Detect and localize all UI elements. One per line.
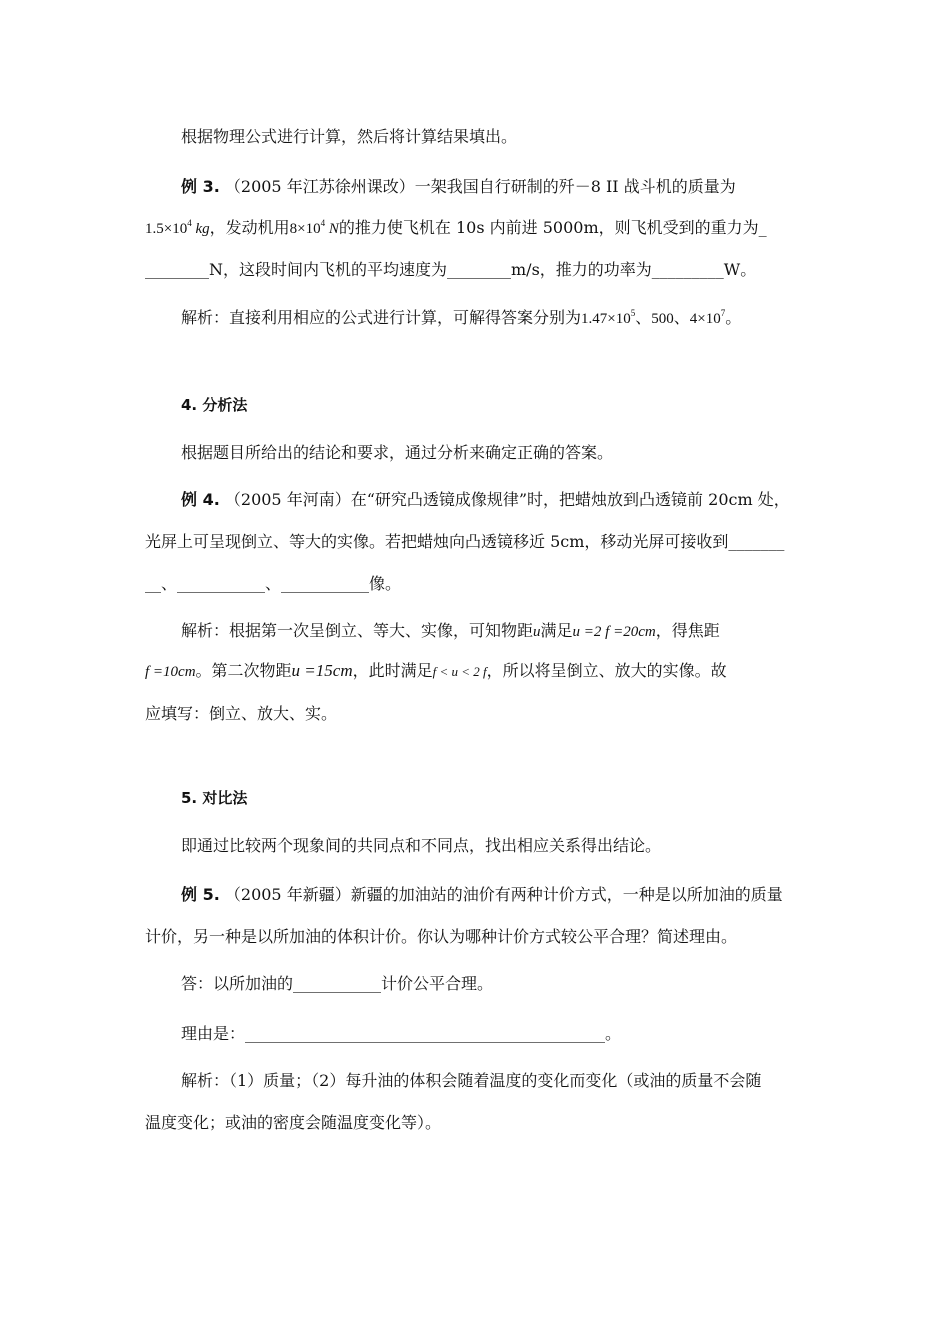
section4-desc: 根据题目所给出的结论和要求，通过分析来确定正确的答案。 — [181, 443, 614, 462]
example3-line1 — [181, 176, 736, 198]
equation-u-15: u =15cm — [291, 661, 353, 680]
example3-answer-2: 500 — [651, 311, 674, 327]
example4-line2: 光屏上可呈现倒立、等大的实像。若把蜡烛向凸透镜移近 5cm，移动光屏可接收到_______ — [145, 532, 785, 551]
equation-f: f =10cm — [145, 664, 196, 680]
example3-label: 例 3. — [181, 177, 220, 196]
example3-line1-text: （2005 年江苏徐州课改）一架我国自行研制的歼－8 II 战斗机的质量为 — [224, 177, 736, 196]
example4-line1: 例 4. （2005 年河南）在“研究凸透镜成像规律”时，把蜡烛放到凸透镜前 20cm 处， — [181, 490, 790, 509]
example4-label: 例 4. — [181, 490, 220, 509]
example4-analysis2: f =10cm。第二次物距u =15cm，此时满足f < u < 2 f，所以将呈倒立、放大的实像。故 — [145, 661, 727, 680]
section5-desc: 即通过比较两个现象间的共同点和不同点，找出相应关系得出结论。 — [181, 836, 662, 855]
example3-line3: ________N，这段时间内飞机的平均速度为________m/s，推力的功率为_________W。 — [145, 260, 757, 279]
intro-text: 根据物理公式进行计算，然后将计算结果填出。 — [181, 127, 518, 146]
example3-force: $8\times 10^4$ N — [289, 218, 339, 237]
example3-mass: $1.5\times 10^4$ kg — [145, 218, 210, 237]
section4-heading: 4. 分析法 — [181, 396, 248, 414]
example5-label: 例 5. — [181, 885, 220, 904]
section5-heading: 5. 对比法 — [181, 789, 248, 807]
example3-line2-end: 的推力使飞机在 10s 内前进 5000m，则飞机受到的重力为_ — [338, 218, 767, 237]
equation-inequality: f < u < 2 f — [432, 664, 487, 679]
example4-line3: __、___________、___________像。 — [145, 574, 402, 593]
example3-answer-3: $4\times 10^7$ — [689, 308, 726, 327]
example5-line1: 例 5. （2005 年新疆）新疆的加油站的油价有两种计价方式，一种是以所加油的质量 — [181, 885, 783, 904]
example3-analysis: 解析：直接利用相应的公式进行计算，可解得答案分别为$1.47\times 10^5$、500、$4\times 10^7$。 — [181, 308, 742, 327]
example3-line2-mid: ，发动机用 — [209, 218, 290, 237]
equation-u-2f: u =2 f =20cm — [572, 624, 656, 640]
example5-reason: 理由是：_____________________________________________。 — [181, 1024, 622, 1043]
example3-line2 — [145, 217, 767, 240]
example5-analysis2: 温度变化；或油的密度会随温度变化等）。 — [145, 1113, 442, 1132]
example3-answer-1: $1.47\times 10^5$ — [581, 308, 636, 327]
example5-analysis1: 解析：（1）质量；（2）每升油的体积会随着温度的变化而变化（或油的质量不会随 — [181, 1071, 762, 1090]
example4-analysis1: 解析：根据第一次呈倒立、等大、实像，可知物距u满足u =2 f =20cm，得焦距 — [181, 621, 720, 640]
example4-analysis3: 应填写：倒立、放大、实。 — [145, 704, 338, 723]
example5-line2: 计价，另一种是以所加油的体积计价。你认为哪种计价方式较公平合理？简述理由。 — [145, 927, 738, 946]
example5-answer: 答：以所加油的___________计价公平合理。 — [181, 974, 494, 993]
